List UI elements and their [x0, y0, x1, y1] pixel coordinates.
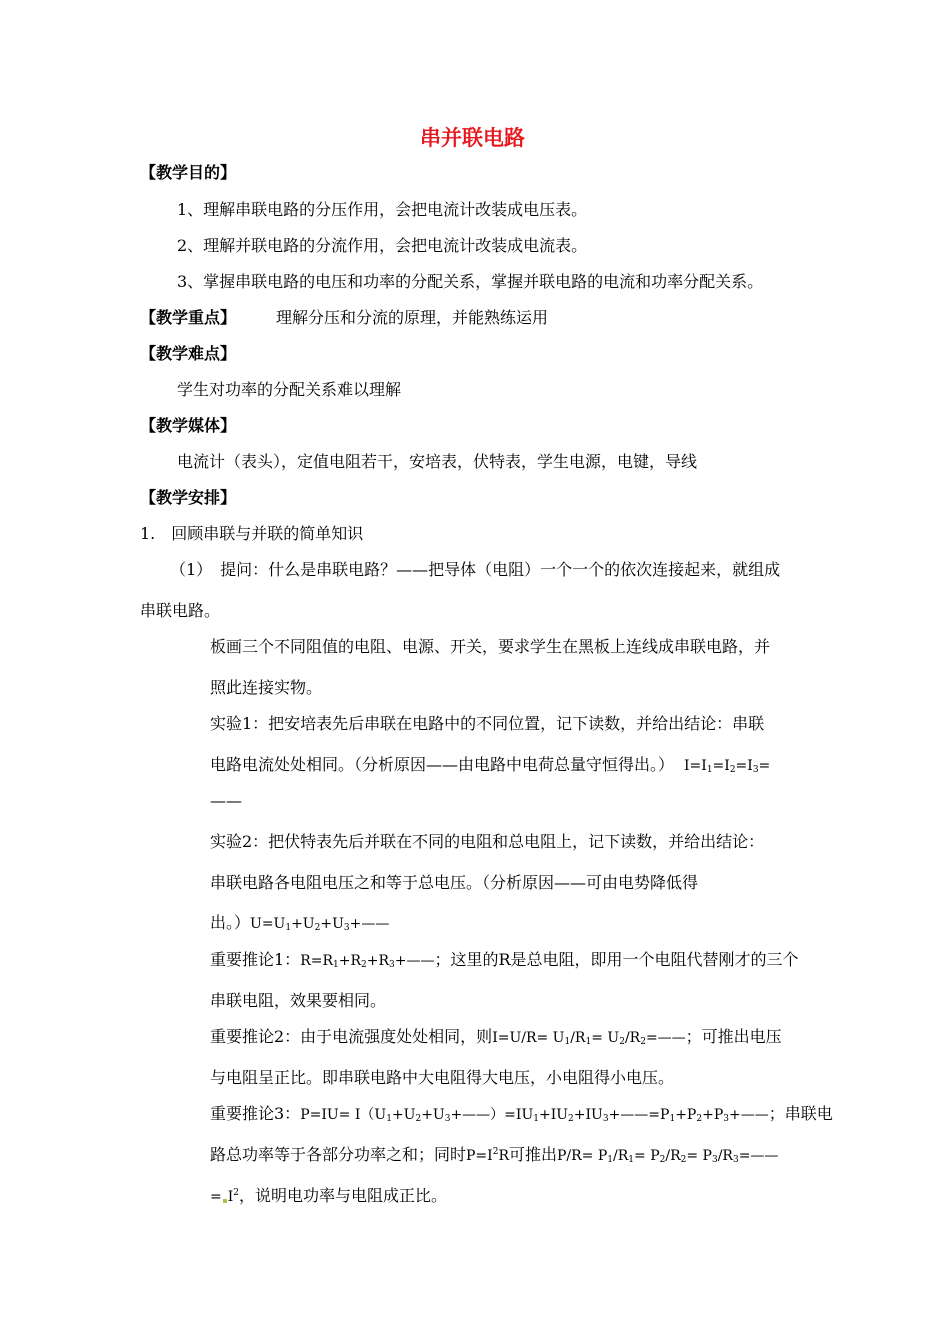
question-1-line-1: （1） 提问：什么是串联电路？——把导体（电阻）一个一个的依次连接起来，就组成 [170, 560, 781, 579]
section-arrangement: 【教学安排】 [140, 488, 237, 507]
experiment-1-line-2 [210, 755, 770, 776]
power-ratio-formula: $P/R= P_1/R_1= P_2/R_2=$ $P_3/R_3=——$ [557, 1148, 779, 1165]
resistance-formula: $R=R_1+R_2+R_3+——$ [300, 953, 435, 970]
power-squared-formula: $P=I^2R$ [466, 1147, 509, 1164]
experiment-2-line-3 [210, 913, 389, 934]
inference-1-line-1 [210, 950, 799, 971]
inference-2-text: ；可推出电压 [685, 1027, 782, 1046]
equals-i-squared: = $I^2$ [210, 1188, 239, 1205]
inference-3-text: ；串联电 [768, 1104, 833, 1123]
page-title: 串并联电路 [420, 125, 525, 150]
section-keypoint: 【教学重点】 [140, 308, 237, 327]
objective-item-2: 2、理解并联电路的分流作用，会把电流计改装成电流表。 [177, 236, 588, 255]
step-1: 1. 回顾串联与并联的简单知识 [140, 524, 364, 543]
current-formula: $I=I_1=I_2=I_3=$ [684, 758, 771, 775]
experiment-1-line-1: 实验1：把安培表先后串联在电路中的不同位置，记下读数，并给出结论：串联 [210, 714, 765, 733]
board-line-2: 照此连接实物。 [210, 678, 323, 697]
inference-2-label: 重要推论2：由于电流强度处处相同，则 [210, 1027, 493, 1046]
inference-3-text-2: 路总功率等于各部分功率之和；同时 [210, 1145, 467, 1164]
inference-3-line-3 [210, 1186, 447, 1207]
media-text: 电流计（表头），定值电阻若干，安培表，伏特表，学生电源，电键，导线 [177, 452, 698, 471]
inference-1-line-2: 串联电阻，效果要相同。 [210, 991, 387, 1010]
experiment-1-text: 电路电流处处相同。（分析原因——由电路中电荷总量守恒得出。） [210, 755, 675, 774]
experiment-2-line-1: 实验2：把伏特表先后并联在不同的电阻和总电阻上，记下读数，并给出结论： [210, 832, 765, 851]
inference-3-text-4: ，说明电功率与电阻成正比。 [239, 1186, 448, 1205]
question-1-line-2: 串联电路。 [140, 601, 221, 620]
section-objective: 【教学目的】 [140, 163, 237, 182]
objective-item-1: 1、理解串联电路的分压作用，会把电流计改装成电压表。 [177, 200, 588, 219]
inference-1-text: ；这里的R是总电阻，即用一个电阻代替刚才的三个 [434, 950, 799, 969]
section-difficulty: 【教学难点】 [140, 344, 237, 363]
objective-item-3: 3、掌握串联电路的电压和功率的分配关系，掌握并联电路的电流和功率分配关系。 [177, 272, 764, 291]
ratio-formula: $I=U/R= U_1/R_1=$ $U_2/R_2=——$ [492, 1030, 686, 1047]
voltage-formula: $U=U_1+U_2+U_3+——$ [250, 916, 390, 933]
inference-3-line-2 [210, 1145, 778, 1166]
experiment-2-line-2: 串联电路各电阻电压之和等于总电压。（分析原因——可由电势降低得 [210, 873, 699, 892]
experiment-2-text: 出。） [210, 913, 251, 932]
keypoint-text: 理解分压和分流的原理，并能熟练运用 [276, 308, 549, 327]
board-line-1: 板画三个不同阻值的电阻、电源、开关，要求学生在黑板上连线成串联电路，并 [210, 637, 771, 656]
keypoint-row [140, 308, 548, 328]
experiment-1-line-3: —— [210, 791, 242, 810]
inference-3-text-3: 可推出 [508, 1145, 557, 1164]
inference-3-label: 重要推论3： [210, 1104, 301, 1123]
inference-2-line-1 [210, 1027, 782, 1048]
section-media: 【教学媒体】 [140, 416, 237, 435]
mark-dot [223, 1199, 227, 1203]
inference-3-line-1 [210, 1104, 833, 1125]
inference-1-label: 重要推论1： [210, 950, 301, 969]
power-formula: $P=IU= I(U_1+U_2+U_3+——)=IU_1+IU_2+IU_3+——=P_1+P_2+P_3+——$ [300, 1107, 769, 1124]
difficulty-text: 学生对功率的分配关系难以理解 [177, 380, 402, 399]
inference-2-line-2: 与电阻呈正比。即串联电路中大电阻得大电压，小电阻得小电压。 [210, 1068, 675, 1087]
